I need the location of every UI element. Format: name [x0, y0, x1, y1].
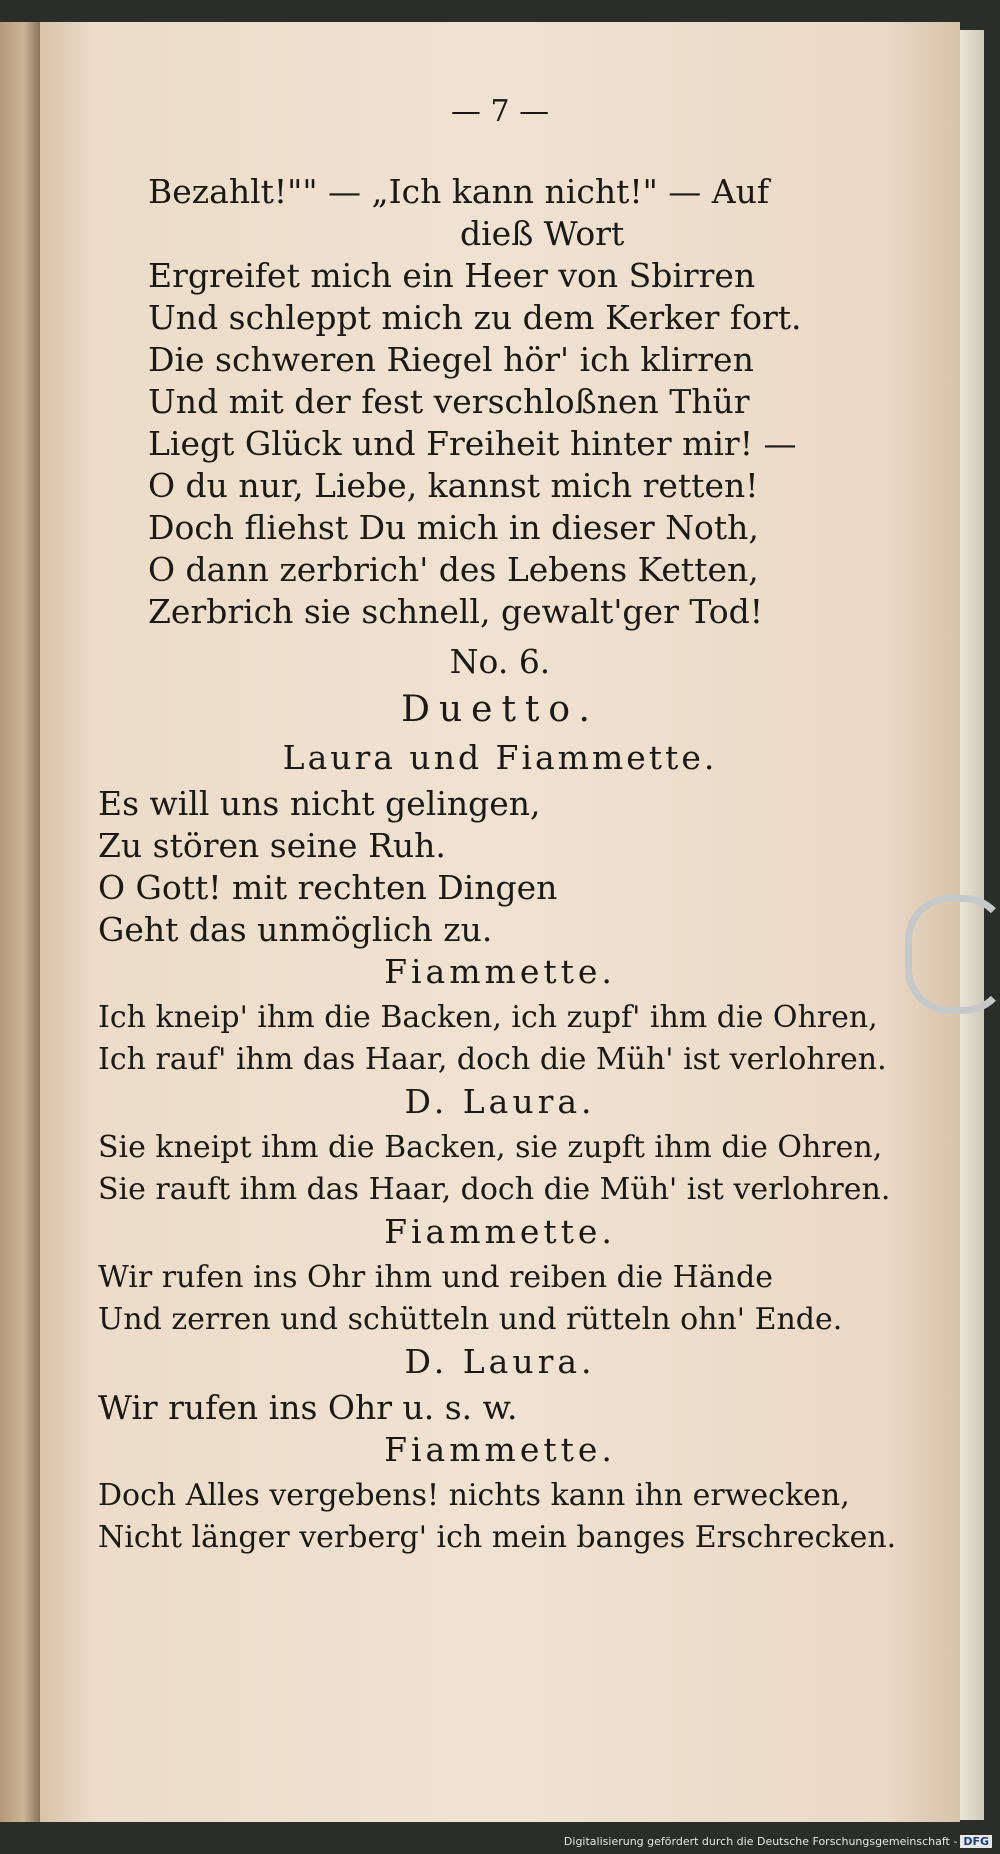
text-line: Und schleppt mich zu dem Kerker fort. [148, 298, 802, 337]
text-line: Wir rufen ins Ohr ihm und reiben die Hände [98, 1260, 773, 1295]
text-line: Wir rufen ins Ohr u. s. w. [98, 1388, 518, 1427]
text-line: Nicht länger verberg' ich mein banges Erschrecken. [98, 1520, 897, 1555]
text-line: Ergreifet mich ein Heer von Sbirren [148, 256, 756, 295]
text-line: Bezahlt!"" — „Ich kann nicht!" — Auf [148, 172, 770, 211]
text-line: Liegt Glück und Freiheit hinter mir! — [148, 424, 797, 463]
text-line: Sie kneipt ihm die Backen, sie zupft ihm die Ohren, [98, 1130, 883, 1165]
text-line: O Gott! mit rechten Dingen [98, 868, 558, 907]
text-line: Zu stören seine Ruh. [98, 826, 446, 865]
speaker-label: Laura und Fiammette. [282, 738, 718, 777]
text-line: O du nur, Liebe, kannst mich retten! [148, 466, 759, 505]
page-clip [905, 895, 1000, 1014]
book-page [40, 22, 960, 1822]
speaker-label: D. Laura. [404, 1082, 596, 1121]
text-line: Geht das unmöglich zu. [98, 910, 493, 949]
text-line: Und mit der fest verschloßnen Thür [148, 382, 750, 421]
text-line: Es will uns nicht gelingen, [98, 784, 541, 823]
text-line: Doch Alles vergebens! nichts kann ihn erwecken, [98, 1478, 850, 1513]
section-title: Duetto. [401, 689, 599, 730]
speaker-label: D. Laura. [404, 1342, 596, 1381]
text-line: Die schweren Riegel hör' ich klirren [148, 340, 754, 379]
page-number: — 7 — [450, 94, 550, 129]
left-page-edge [0, 22, 40, 1822]
text-line: Ich rauf' ihm das Haar, doch die Müh' ist verlohren. [98, 1042, 887, 1077]
speaker-label: Fiammette. [384, 1430, 616, 1469]
credit-text: Digitalisierung gefördert durch die Deutsche Forschungsgemeinschaft - [563, 1835, 958, 1848]
text-line: O dann zerbrich' des Lebens Ketten, [148, 550, 759, 589]
section-number: No. 6. [449, 642, 551, 681]
speaker-label: Fiammette. [384, 1212, 616, 1251]
text-line: dieß Wort [460, 214, 625, 253]
text-line: Ich kneip' ihm die Backen, ich zupf' ihm die Ohren, [98, 1000, 878, 1035]
text-line: Und zerren und schütteln und rütteln ohn' Ende. [98, 1302, 843, 1337]
text-line: Doch fliehst Du mich in dieser Noth, [148, 508, 759, 547]
text-line: Sie rauft ihm das Haar, doch die Müh' ist verlohren. [98, 1172, 891, 1207]
text-line: Zerbrich sie schnell, gewalt'ger Tod! [148, 592, 764, 631]
digitization-credit [564, 1835, 992, 1848]
speaker-label: Fiammette. [384, 952, 616, 991]
dfg-logo: DFG [960, 1835, 992, 1848]
